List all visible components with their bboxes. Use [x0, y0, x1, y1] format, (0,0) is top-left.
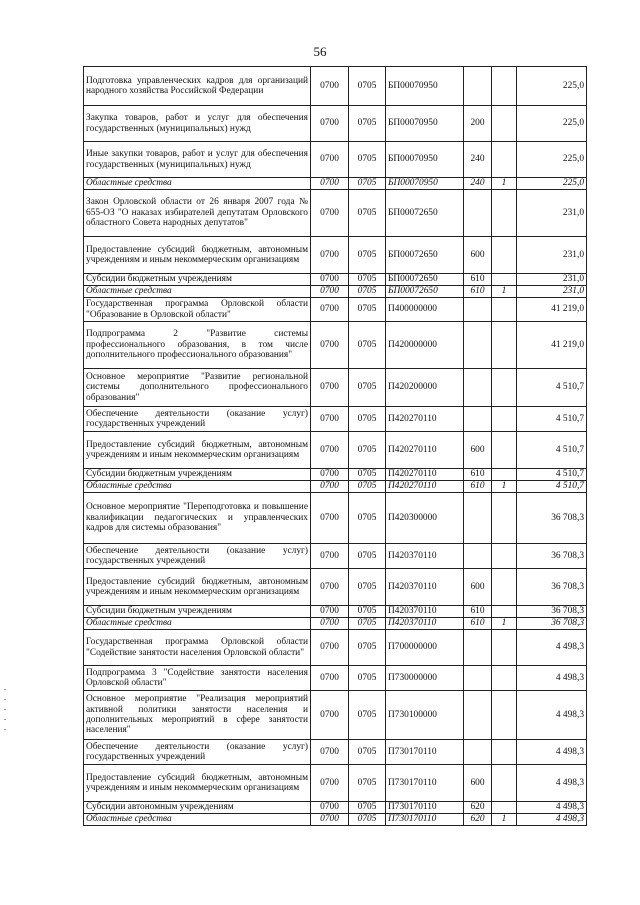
table-row [84, 190, 587, 237]
row-target-article-cell: П420270110 [386, 469, 464, 481]
row-amount-cell: 4 510,7 [517, 481, 587, 493]
table-row [84, 606, 587, 618]
row-subsection-cell: 0705 [349, 298, 386, 322]
row-name-cell: Предоставление субсидий бюджетным, автономным учреждениям и иным некоммерческим организациям [84, 432, 311, 469]
row-amount-cell: 225,0 [517, 178, 587, 190]
table-row [84, 407, 587, 432]
row-expense-type-cell [464, 67, 492, 106]
row-expense-type-cell: 610 [464, 618, 492, 630]
row-section-cell: 0700 [311, 106, 349, 142]
row-name-cell: Обеспечение деятельности (оказание услуг) государственных учреждений [84, 740, 311, 765]
row-amount-cell: 36 708,3 [517, 493, 587, 544]
table-row [84, 274, 587, 286]
row-subsection-cell: 0705 [349, 618, 386, 630]
row-amount-cell: 231,0 [517, 274, 587, 286]
table-row [84, 691, 587, 740]
row-expense-type-cell: 610 [464, 469, 492, 481]
row-source-cell [492, 106, 517, 142]
margin-marks [4, 680, 10, 760]
row-section-cell: 0700 [311, 569, 349, 606]
row-section-cell: 0700 [311, 740, 349, 765]
row-target-article-cell: БП00072650 [386, 274, 464, 286]
row-target-article-cell: П420270110 [386, 432, 464, 469]
row-target-article-cell: П420270110 [386, 407, 464, 432]
table-row [84, 493, 587, 544]
row-name-cell: Областные средства [84, 178, 311, 190]
row-amount-cell: 4 510,7 [517, 432, 587, 469]
row-subsection-cell: 0705 [349, 481, 386, 493]
row-section-cell: 0700 [311, 407, 349, 432]
row-source-cell [492, 493, 517, 544]
row-section-cell: 0700 [311, 369, 349, 407]
row-expense-type-cell: 610 [464, 286, 492, 298]
row-target-article-cell: П420370110 [386, 618, 464, 630]
row-name-cell: Государственная программа Орловской области "Содействие занятости населения Орловской области" [84, 630, 311, 666]
row-amount-cell: 4 498,3 [517, 691, 587, 740]
row-target-article-cell: П420270110 [386, 481, 464, 493]
row-name-cell: Областные средства [84, 286, 311, 298]
row-target-article-cell: П420000000 [386, 322, 464, 369]
table-row [84, 432, 587, 469]
row-source-cell [492, 630, 517, 666]
row-target-article-cell: П420300000 [386, 493, 464, 544]
row-name-cell: Государственная программа Орловской области "Образование в Орловской области" [84, 298, 311, 322]
row-target-article-cell: БП00070950 [386, 67, 464, 106]
row-subsection-cell: 0705 [349, 765, 386, 802]
row-target-article-cell: П730100000 [386, 691, 464, 740]
row-subsection-cell: 0705 [349, 67, 386, 106]
row-amount-cell: 36 708,3 [517, 569, 587, 606]
row-name-cell: Обеспечение деятельности (оказание услуг) государственных учреждений [84, 544, 311, 569]
table-row [84, 618, 587, 630]
table-row [84, 740, 587, 765]
row-section-cell: 0700 [311, 630, 349, 666]
row-section-cell: 0700 [311, 274, 349, 286]
row-subsection-cell: 0705 [349, 142, 386, 178]
row-source-cell [492, 469, 517, 481]
row-target-article-cell: П420200000 [386, 369, 464, 407]
row-expense-type-cell: 610 [464, 274, 492, 286]
row-subsection-cell: 0705 [349, 544, 386, 569]
row-name-cell: Субсидии бюджетным учреждениям [84, 274, 311, 286]
row-subsection-cell: 0705 [349, 369, 386, 407]
row-source-cell [492, 569, 517, 606]
row-expense-type-cell: 610 [464, 481, 492, 493]
row-subsection-cell: 0705 [349, 569, 386, 606]
row-expense-type-cell [464, 666, 492, 691]
row-target-article-cell: П400000000 [386, 298, 464, 322]
table-row [84, 106, 587, 142]
row-amount-cell: 225,0 [517, 142, 587, 178]
row-source-cell [492, 740, 517, 765]
row-name-cell: Субсидии бюджетным учреждениям [84, 606, 311, 618]
row-name-cell: Областные средства [84, 618, 311, 630]
table-row [84, 322, 587, 369]
page-number: 56 [313, 44, 327, 59]
row-source-cell: 1 [492, 481, 517, 493]
row-name-cell: Подпрограмма 3 "Содействие занятости населения Орловской области" [84, 666, 311, 691]
row-amount-cell: 231,0 [517, 286, 587, 298]
row-source-cell: 1 [492, 286, 517, 298]
row-source-cell [492, 274, 517, 286]
table-row [84, 178, 587, 190]
row-target-article-cell: П730170110 [386, 802, 464, 814]
row-section-cell: 0700 [311, 190, 349, 237]
row-expense-type-cell [464, 691, 492, 740]
row-name-cell: Областные средства [84, 814, 311, 826]
row-source-cell [492, 298, 517, 322]
table-row [84, 802, 587, 814]
row-amount-cell: 4 498,3 [517, 802, 587, 814]
table-row [84, 481, 587, 493]
row-expense-type-cell: 600 [464, 432, 492, 469]
row-source-cell [492, 544, 517, 569]
row-subsection-cell: 0705 [349, 178, 386, 190]
row-source-cell [492, 322, 517, 369]
row-subsection-cell: 0705 [349, 691, 386, 740]
row-section-cell: 0700 [311, 666, 349, 691]
row-expense-type-cell [464, 190, 492, 237]
row-section-cell: 0700 [311, 606, 349, 618]
row-target-article-cell: П730000000 [386, 666, 464, 691]
row-target-article-cell: БП00072650 [386, 237, 464, 274]
row-source-cell [492, 142, 517, 178]
row-subsection-cell: 0705 [349, 814, 386, 826]
table-row [84, 630, 587, 666]
row-source-cell [492, 432, 517, 469]
row-subsection-cell: 0705 [349, 286, 386, 298]
row-expense-type-cell: 620 [464, 814, 492, 826]
row-amount-cell: 4 510,7 [517, 469, 587, 481]
row-subsection-cell: 0705 [349, 493, 386, 544]
row-amount-cell: 225,0 [517, 106, 587, 142]
row-name-cell: Подпрограмма 2 "Развитие системы профессионального образования, в том числе дополнительного профессионального образования" [84, 322, 311, 369]
row-subsection-cell: 0705 [349, 407, 386, 432]
row-source-cell [492, 802, 517, 814]
row-name-cell: Основное мероприятие "Развитие региональной системы дополнительного профессионального образования" [84, 369, 311, 407]
row-source-cell [492, 691, 517, 740]
row-name-cell: Иные закупки товаров, работ и услуг для обеспечения государственных (муниципальных) нужд [84, 142, 311, 178]
row-amount-cell: 231,0 [517, 237, 587, 274]
row-section-cell: 0700 [311, 481, 349, 493]
row-amount-cell: 4 498,3 [517, 666, 587, 691]
row-amount-cell: 4 498,3 [517, 765, 587, 802]
row-subsection-cell: 0705 [349, 740, 386, 765]
row-section-cell: 0700 [311, 544, 349, 569]
table-row [84, 67, 587, 106]
row-expense-type-cell: 620 [464, 802, 492, 814]
row-source-cell [492, 407, 517, 432]
row-target-article-cell: БП00070950 [386, 142, 464, 178]
row-section-cell: 0700 [311, 178, 349, 190]
row-section-cell: 0700 [311, 765, 349, 802]
table-row [84, 765, 587, 802]
row-target-article-cell: П730170110 [386, 740, 464, 765]
table-row [84, 544, 587, 569]
table-row [84, 814, 587, 826]
row-expense-type-cell: 600 [464, 569, 492, 606]
row-target-article-cell: П730170110 [386, 765, 464, 802]
row-source-cell: 1 [492, 178, 517, 190]
row-section-cell: 0700 [311, 298, 349, 322]
row-source-cell [492, 237, 517, 274]
row-source-cell [492, 666, 517, 691]
budget-table [83, 66, 587, 826]
row-section-cell: 0700 [311, 322, 349, 369]
row-target-article-cell: БП00070950 [386, 178, 464, 190]
table-row [84, 569, 587, 606]
row-expense-type-cell: 610 [464, 606, 492, 618]
row-expense-type-cell [464, 407, 492, 432]
row-section-cell: 0700 [311, 802, 349, 814]
row-amount-cell: 4 498,3 [517, 630, 587, 666]
row-amount-cell: 41 219,0 [517, 298, 587, 322]
row-name-cell: Предоставление субсидий бюджетным, автономным учреждениям и иным некоммерческим организациям [84, 765, 311, 802]
row-target-article-cell: П420370110 [386, 569, 464, 606]
row-amount-cell: 225,0 [517, 67, 587, 106]
row-expense-type-cell [464, 298, 492, 322]
row-subsection-cell: 0705 [349, 274, 386, 286]
row-section-cell: 0700 [311, 237, 349, 274]
table-row [84, 298, 587, 322]
row-amount-cell: 36 708,3 [517, 618, 587, 630]
row-amount-cell: 36 708,3 [517, 544, 587, 569]
row-section-cell: 0700 [311, 432, 349, 469]
row-expense-type-cell: 200 [464, 106, 492, 142]
row-section-cell: 0700 [311, 286, 349, 298]
row-expense-type-cell [464, 493, 492, 544]
row-amount-cell: 36 708,3 [517, 606, 587, 618]
row-source-cell [492, 369, 517, 407]
row-subsection-cell: 0705 [349, 190, 386, 237]
row-amount-cell: 4 498,3 [517, 814, 587, 826]
row-target-article-cell: П420370110 [386, 544, 464, 569]
row-source-cell: 1 [492, 618, 517, 630]
row-name-cell: Основное мероприятие "Переподготовка и повышение квалификации педагогических и управленческих кадров для системы образования" [84, 493, 311, 544]
row-amount-cell: 4 498,3 [517, 740, 587, 765]
row-expense-type-cell [464, 740, 492, 765]
row-section-cell: 0700 [311, 67, 349, 106]
row-subsection-cell: 0705 [349, 106, 386, 142]
row-name-cell: Областные средства [84, 481, 311, 493]
row-target-article-cell: БП00070950 [386, 106, 464, 142]
row-subsection-cell: 0705 [349, 802, 386, 814]
row-amount-cell: 41 219,0 [517, 322, 587, 369]
row-section-cell: 0700 [311, 493, 349, 544]
row-expense-type-cell [464, 544, 492, 569]
row-subsection-cell: 0705 [349, 666, 386, 691]
row-section-cell: 0700 [311, 814, 349, 826]
table-row [84, 369, 587, 407]
row-amount-cell: 231,0 [517, 190, 587, 237]
row-expense-type-cell [464, 630, 492, 666]
row-subsection-cell: 0705 [349, 606, 386, 618]
row-target-article-cell: П700000000 [386, 630, 464, 666]
row-expense-type-cell: 600 [464, 237, 492, 274]
row-source-cell: 1 [492, 814, 517, 826]
row-expense-type-cell [464, 369, 492, 407]
row-section-cell: 0700 [311, 469, 349, 481]
row-name-cell: Закупка товаров, работ и услуг для обеспечения государственных (муниципальных) нужд [84, 106, 311, 142]
row-name-cell: Субсидии бюджетным учреждениям [84, 469, 311, 481]
row-target-article-cell: П730170110 [386, 814, 464, 826]
row-expense-type-cell: 240 [464, 178, 492, 190]
row-section-cell: 0700 [311, 691, 349, 740]
budget-table-body [84, 67, 587, 826]
table-row [84, 286, 587, 298]
row-target-article-cell: БП00072650 [386, 190, 464, 237]
row-expense-type-cell [464, 322, 492, 369]
row-target-article-cell: П420370110 [386, 606, 464, 618]
row-source-cell [492, 765, 517, 802]
row-subsection-cell: 0705 [349, 432, 386, 469]
row-section-cell: 0700 [311, 142, 349, 178]
table-row [84, 666, 587, 691]
row-name-cell: Подготовка управленческих кадров для организаций народного хозяйства Российской Федерации [84, 67, 311, 106]
row-subsection-cell: 0705 [349, 469, 386, 481]
row-target-article-cell: БП00072650 [386, 286, 464, 298]
row-name-cell: Основное мероприятие "Реализация мероприятий активной политики занятости населения и дополнительных мероприятий в сфере занятости населения" [84, 691, 311, 740]
row-source-cell [492, 606, 517, 618]
row-name-cell: Предоставление субсидий бюджетным, автономным учреждениям и иным некоммерческим организациям [84, 569, 311, 606]
row-subsection-cell: 0705 [349, 237, 386, 274]
row-amount-cell: 4 510,7 [517, 407, 587, 432]
table-row [84, 142, 587, 178]
row-source-cell [492, 190, 517, 237]
row-source-cell [492, 67, 517, 106]
row-section-cell: 0700 [311, 618, 349, 630]
row-amount-cell: 4 510,7 [517, 369, 587, 407]
table-row [84, 469, 587, 481]
row-name-cell: Субсидии автономным учреждениям [84, 802, 311, 814]
row-name-cell: Закон Орловской области от 26 января 2007 года № 655-ОЗ "О наказах избирателей депутатам Орловского областного Совета народных депутатов" [84, 190, 311, 237]
row-name-cell: Обеспечение деятельности (оказание услуг) государственных учреждений [84, 407, 311, 432]
row-expense-type-cell: 240 [464, 142, 492, 178]
row-subsection-cell: 0705 [349, 322, 386, 369]
table-row [84, 237, 587, 274]
row-expense-type-cell: 600 [464, 765, 492, 802]
row-subsection-cell: 0705 [349, 630, 386, 666]
row-name-cell: Предоставление субсидий бюджетным, автономным учреждениям и иным некоммерческим организациям [84, 237, 311, 274]
